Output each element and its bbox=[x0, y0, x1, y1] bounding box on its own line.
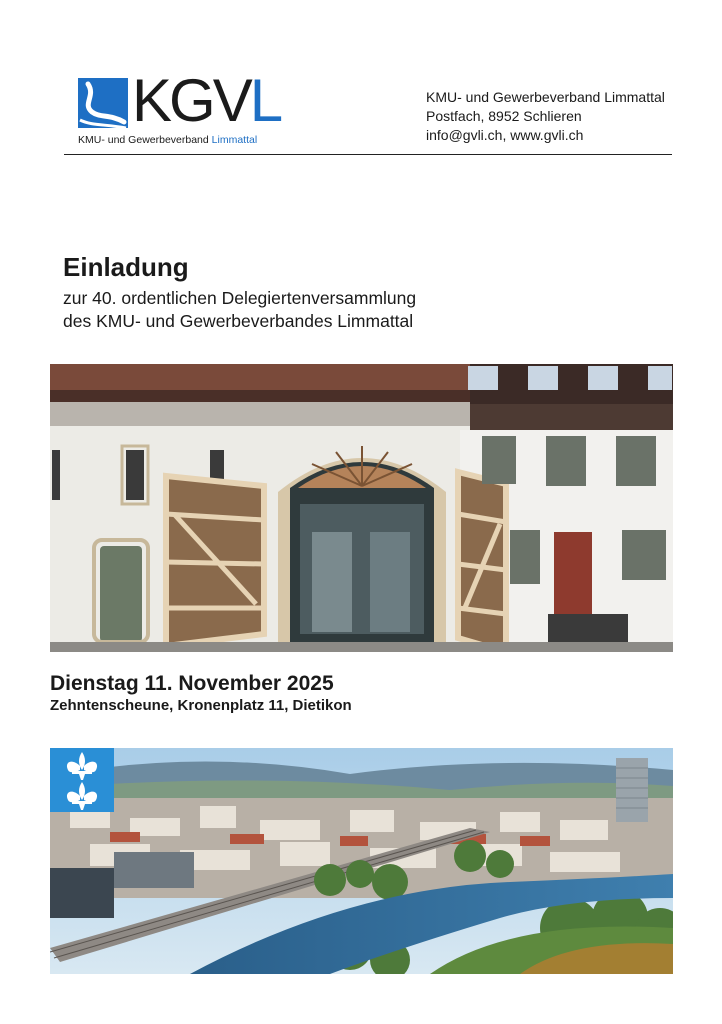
address-organization: KMU- und Gewerbeverband Limmattal bbox=[426, 89, 665, 105]
event-date: Dienstag 11. November 2025 bbox=[50, 672, 334, 695]
logo-wave-icon bbox=[78, 78, 128, 128]
logo-letters-blue: L bbox=[249, 67, 281, 134]
address-postbox: Postfach, 8952 Schlieren bbox=[426, 108, 582, 124]
subtitle-line-2: des KMU- und Gewerbeverbandes Limmattal bbox=[63, 311, 414, 331]
address-block bbox=[426, 88, 665, 145]
subtitle-line-1: zur 40. ordentlichen Delegiertenversammlung bbox=[63, 288, 417, 308]
logo-letters bbox=[132, 67, 281, 134]
event-venue: Zehntenscheune, Kronenplatz 11, Dietikon bbox=[50, 697, 352, 714]
zehntenscheune-photo bbox=[50, 364, 673, 652]
dietikon-coat-of-arms bbox=[50, 748, 114, 812]
kgvl-logo bbox=[78, 67, 281, 148]
dietikon-panorama-photo bbox=[50, 748, 673, 974]
invitation-title: Einladung bbox=[63, 252, 189, 282]
logo-letters-dark: KGV bbox=[132, 67, 250, 134]
logo-tagline bbox=[78, 134, 257, 146]
address-contact: info@gvli.ch, www.gvli.ch bbox=[426, 127, 584, 143]
invitation-subtitle bbox=[63, 287, 416, 333]
logo-tagline-blue: Limmattal bbox=[211, 134, 258, 146]
header-divider bbox=[64, 154, 672, 155]
logo-tagline-main: KMU- und Gewerbeverband bbox=[78, 134, 212, 146]
